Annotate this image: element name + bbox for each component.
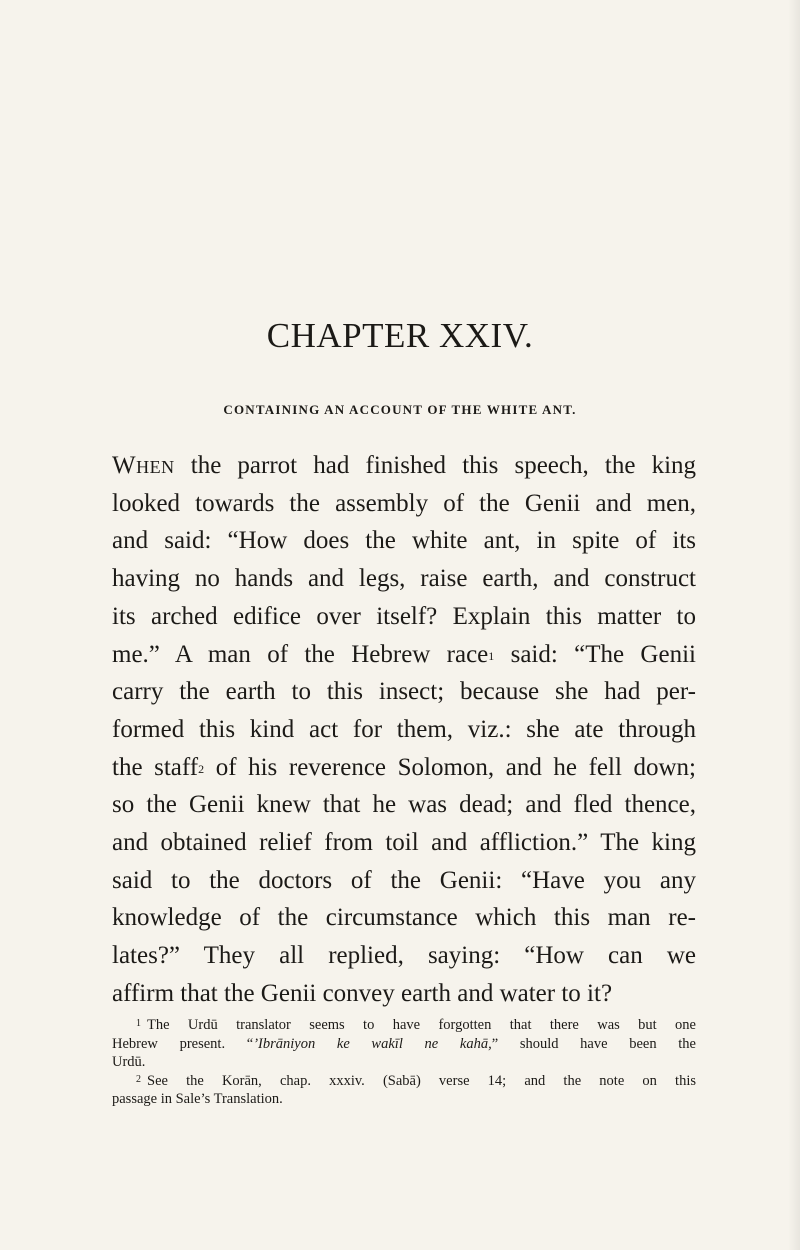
body-text [112,447,696,1013]
footnote-ref-1: 1 [488,648,495,663]
lead-word: When [112,452,175,479]
footnote-2-line: $^2$ See the Korān, chap. xxxiv. (Sabā) verse 14; and the note on this [136,1072,696,1089]
body-line: When the parrot had finished this speech, the king [112,452,697,479]
footnotes [112,1016,696,1109]
footnote-2-mark: 2 [136,1073,141,1085]
body-line: and said: “How does the white ant, in spite of its [112,527,696,555]
body-line: formed this kind act for them, viz.: she ate through [112,715,696,743]
body-line: knowledge of the circumstance which this man re- [112,904,696,932]
body-line: said to the doctors of the Genii: “Have you any [112,866,696,894]
footnote-1-line: Urdū. [112,1054,146,1070]
body-line: carry the earth to this insect; because she had per- [112,678,696,706]
footnote-1-mark: 1 [136,1018,141,1029]
body-line: so the Genii knew that he was dead; and fled thence, [112,791,696,819]
chapter-subtitle: CONTAINING AN ACCOUNT OF THE WHITE ANT. [223,402,577,417]
body-line: looked towards the assembly of the Genii and men, [112,489,696,517]
body-line: and obtained relief from toil and affliction.” The king [112,829,696,857]
body-line: having no hands and legs, raise earth, and construct [112,565,696,593]
chapter-title: CHAPTER XXIV. [266,316,534,355]
body-line: lates?” They all replied, saying: “How can we [112,942,696,970]
footnote-1-line: $^1$ The Urdū translator seems to have forgotten that there was but one [136,1017,696,1033]
body-line: its arched edifice over itself? Explain this matter to [112,602,696,630]
footnote-2-line: passage in Sale’s Translation. [112,1091,283,1107]
body-line: me.” A man of the Hebrew race$^1$ said: “The Genii [112,640,696,668]
footnote-1-line: Hebrew present. “’Ibrāniyon ke wakīl ne kahā,” should have been the [112,1035,696,1052]
footnote-ref-2: 2 [198,761,205,776]
page-edge-shadow [788,0,800,1250]
body-line: the staff$^2$ of his reverence Solomon, and he fell down; [112,753,696,781]
body-line: affirm that the Genii convey earth and water to it? [112,979,613,1007]
